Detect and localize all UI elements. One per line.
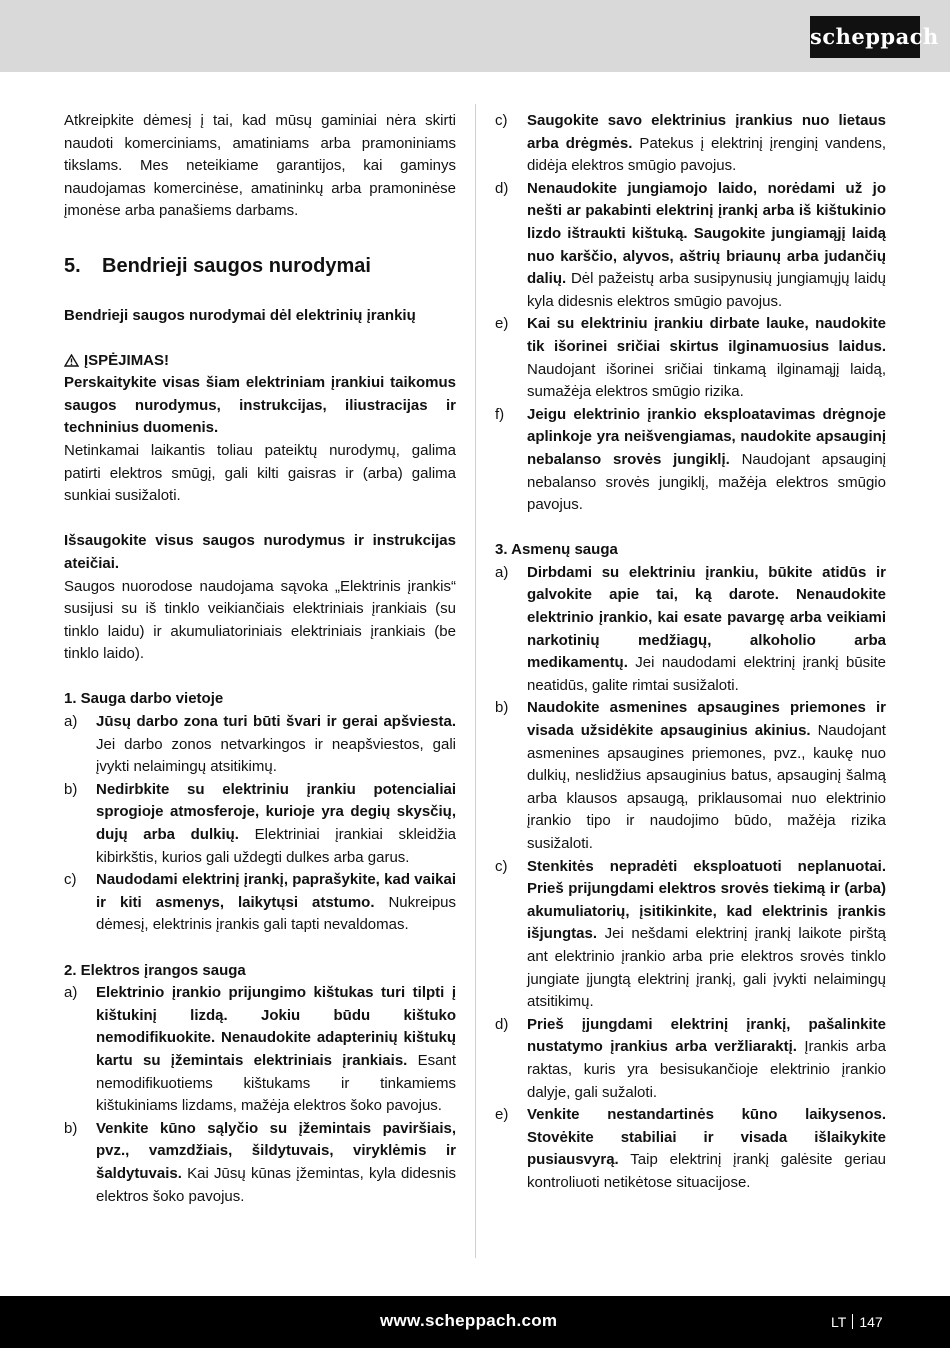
item-plain-text: Elektriniai įrankiai skleidžia kibirkštis, kurios gali uždegti dulkes arba garus. [96,826,456,866]
item-bold-text: Jeigu elektrinio įrankio eksploatavimas drėgnoje aplinkoje yra neišvengiamas, naudokite apsauginį nebalanso srovės jungiklį. [527,405,886,468]
item-label: b) [64,1119,78,1137]
list-item [495,562,886,698]
item-text [96,711,456,779]
warning-label: ĮSPĖJIMAS! [84,351,170,369]
list-item [495,178,886,314]
item-label: c) [495,112,508,129]
item-plain-text: Patekus į elektrinį įrenginį vandens, didėja elektros smūgio pavojus. [527,134,886,175]
list-item [64,711,456,779]
item-label: a) [64,713,78,731]
item-bold-text: Nedirbkite su elektriniu įrankiu potencialiai sprogioje atmosferoje, kurioje yra degių skysčių, dujų arba dulkių. [96,780,456,844]
item-text [96,779,456,869]
section-1-list [64,711,456,937]
section-heading [64,253,456,279]
item-bold-text: Venkite nestandartinės kūno laikysenos. Stovėkite stabiliai ir visada išlaikykite pusiausvyrą. [527,1106,886,1169]
list-item [64,1118,456,1208]
website-link[interactable]: www.scheppach.com [380,1311,558,1330]
item-label: e) [495,315,509,333]
item-text [527,697,886,855]
section-title: Bendrieji saugos nurodymai [102,254,371,277]
section-1-title: 1. Sauga darbo vietoje [64,690,224,708]
item-bold-text: Naudokite asmenines apsaugines priemones ir visada užsidėkite apsauginius akinius. [527,699,886,740]
section-2-title: 2. Elektros įrangos sauga [64,961,246,979]
warning-bold-text: Perskaitykite visas šiam elektriniam įrankiui taikomus saugos nurodymus, instrukcijas, iliustracijas ir techninius duomenis. [64,374,456,437]
separator [852,1314,853,1329]
item-bold-text: Elektrinio įrankio prijungimo kištukas turi tilpti į kištukinį lizdą. Jokiu būdu kištuko nemodifikuokite. Nenaudokite adapterinių kištukų kartu su įžemintais elektriniais įrankiais. [96,984,456,1069]
item-label: a) [495,563,509,581]
item-plain-text: Jei darbo zonos netvarkingos ir neapšviestos, gali įvykti nelaimingų atsitikimų. [96,735,456,776]
list-item [495,1014,886,1104]
item-bold-text: Nenaudokite jungiamojo laido, norėdami už jo nešti ar pakabinti elektrinį įrankį arba iš kištukinio lizdo ištraukti kištuką. Saugokite jungiamąjį laidą nuo karščio, alyvos, aštrių briaunų arba judančių dalių. [527,179,886,288]
list-item [495,404,886,517]
list-item [495,856,886,1014]
list-item [64,869,456,937]
item-label: b) [64,780,78,798]
section-number: 5. [64,254,81,277]
item-plain-text: Kai Jūsų kūnas įžemintas, kyla didesnis elektros šoko pavojus. [96,1164,456,1205]
section-2-list [64,982,456,1208]
item-bold-text: Stenkitės nepradėti eksploatuoti neplanuotai. Prieš prijungdami elektros srovės tiekimą ir (arba) akumuliatorių, įsitikinkite, kad elektrinis įrankis išjungtas. [527,857,886,943]
item-plain-text: Esant nemodifikuotiems kištukams ir tinkamiems kištukiniams lizdams, mažėja elektros šoko pavojus. [96,1051,457,1115]
item-bold-text: Saugokite savo elektrinius įrankius nuo lietaus arba drėgmės. [527,112,886,152]
footer-bar [0,1296,950,1348]
item-text [527,404,886,517]
item-plain-text: Jei nešdami elektrinį įrankį laikote pirštą ant elektrinio įrankio arba prie elektros srovės tinklo jungiate įjungtą elektrinį įrankį, gali įvykti nelaimingų atsitikimų. [527,925,886,1011]
item-text [96,982,456,1118]
item-bold-text: Jūsų darbo zona turi būti švari ir gerai apšviesta. [96,713,456,731]
list-item [495,1104,886,1194]
item-label: c) [495,857,508,875]
item-label: d) [495,179,509,197]
item-text [96,869,456,937]
item-text [96,1118,456,1208]
list-item [495,697,886,855]
keep-instructions-bold: Išsaugokite visus saugos nurodymus ir instrukcijas ateičiai. [64,532,456,572]
list-item [64,982,456,1118]
warning-text: Netinkamai laikantis toliau pateiktų nurodymų, galima patirti elektros smūgį, gali kilti gaisras ir (arba) galima sunkiai susižaloti. [64,441,456,505]
page-indicator [831,1311,883,1334]
list-item [64,779,456,869]
item-label: c) [64,871,77,889]
section-3-title: 3. Asmenų sauga [495,541,618,559]
column-divider [475,104,476,1258]
item-text [527,110,886,178]
item-plain-text: Dėl pažeistų arba susipynusių jungiamųjų laidų kyla didesnis elektros smūgio pavojus. [527,270,886,310]
header-bar [0,0,950,72]
left-column [64,110,456,1208]
item-text [527,856,886,1014]
item-bold-text: Dirbdami su elektriniu įrankiu, būkite atidūs ir galvokite apie tai, ką darote. Nenaudokite elektrinio įrankio, kai esate pavargę arba veikiami narkotinių medžiagų, alkoholio arba medikamentų. [527,563,886,672]
item-bold-text: Prieš įjungdami elektrinį įrankį, pašalinkite nustatymo įrankius arba veržliaraktį. [527,1015,886,1056]
list-item [495,110,886,178]
item-label: b) [495,699,509,717]
item-plain-text: Įrankis arba raktas, kuris yra besisukančioje elektrinio įrankio dalyje, gali sužaloti. [527,1038,886,1101]
item-bold-text: Venkite kūno sąlyčio su įžemintais paviršiais, pvz., vamzdžiais, šildytuvais, viryklėmis ir šaldytuvais. [96,1119,456,1182]
item-plain-text: Nukreipus dėmesį, elektrinis įrankis gali tapti nevaldomas. [96,893,457,934]
section-3-list [495,562,886,1195]
item-label: a) [64,984,78,1002]
item-text [527,1014,886,1104]
item-label: e) [495,1106,509,1124]
item-text [527,178,886,314]
item-label: f) [495,405,505,423]
list-item [495,313,886,403]
item-plain-text: Naudojant išorinei sričiai tinkamą ilginamąjį laidą, sumažėja elektros smūgio rizika. [527,360,886,401]
section-2-continued-list [495,110,886,517]
item-text [527,313,886,403]
item-text [527,1104,886,1194]
brand-logo: scheppach [810,16,920,58]
keep-instructions-text: Saugos nuorodose naudojama sąvoka „Elektrinis įrankis“ susijusi su iš tinklo veikiančiais elektriniais įrankiais (su tinklo laidu) ir akumuliatoriniais elektriniais įrankiais (be tinklo laido). [64,577,456,663]
item-plain-text: Naudojant apsauginį nebalanso srovės jungiklį, mažėja elektros smūgio pavojus. [527,450,886,514]
item-plain-text: Taip elektrinį įrankį galėsite geriau kontroliuoti netikėtose situacijose. [527,1151,886,1191]
right-column [495,110,886,1195]
warning-triangle-icon [64,354,79,367]
item-plain-text: Jei naudodami elektrinį įrankį būsite neatidūs, galite rimtai susižaloti. [527,654,886,694]
subheading: Bendrieji saugos nurodymai dėl elektrinių įrankių [64,306,416,324]
page-number: 147 [859,1314,883,1330]
item-text [527,562,886,698]
language-code: LT [831,1314,847,1330]
warning-heading [64,350,456,373]
intro-paragraph: Atkreipkite dėmesį į tai, kad mūsų gaminiai nėra skirti naudoti komerciniams, amatiniams arba pramoniniams tikslams. Mes neteikiame garantijos, kai gaminys naudojamas komercinėse, amatininkų arba pramoninėse įmonėse arba panašiems darbams. [64,112,456,220]
item-bold-text: Kai su elektriniu įrankiu dirbate lauke, naudokite tik išorinei sričiai skirtus ilginamuosius laidus. [527,315,886,355]
item-label: d) [495,1015,509,1033]
item-plain-text: Naudojant asmenines apsaugines priemones, pvz., kaukę nuo dulkių, neslidžius apsauginius batus, apsauginį šalmą arba klausos apsaugą, priklausomai nuo elektrinio įrankio tipo ir naudojimo būdo, mažėja rizika susižaloti. [527,722,886,852]
item-bold-text: Naudodami elektrinį įrankį, paprašykite, kad vaikai ir kiti asmenys, laikytųsi atstumo. [96,871,456,911]
